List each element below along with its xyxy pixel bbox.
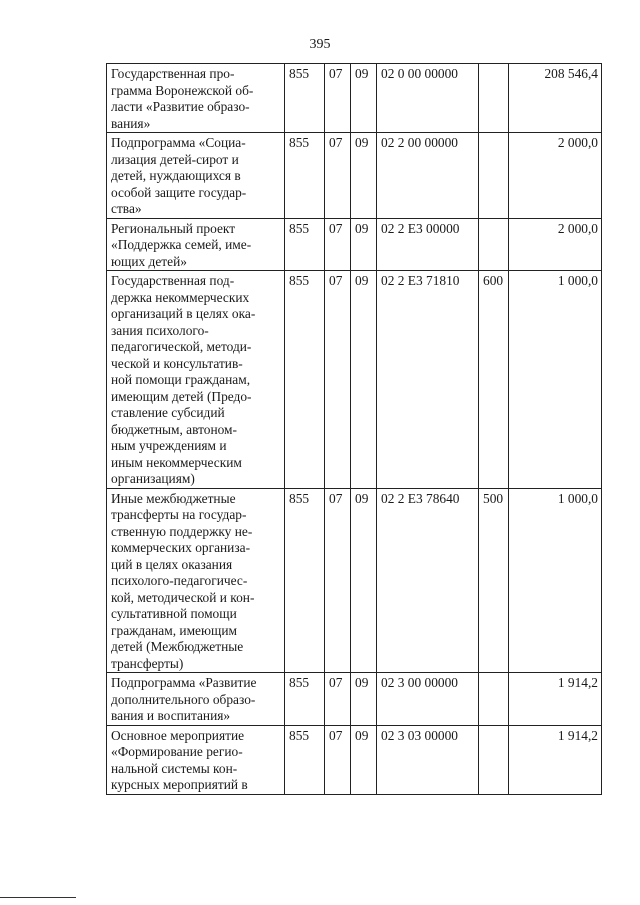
amount-value: 1 914,2: [509, 673, 602, 726]
section-code: 07: [325, 64, 351, 133]
item-name: Иные межбюджетные трансферты на государ- ственную поддержку не- коммерческих организа- ций в целях оказания психолого-педагогичес- кой, методической и кон- сультативной помощи гражданам, имеющим детей (Межбюджетные трансферты): [107, 488, 285, 673]
expense-type-code: [479, 64, 509, 133]
section-code: 07: [325, 271, 351, 489]
expense-type-code: 500: [479, 488, 509, 673]
amount-value: 1 914,2: [509, 725, 602, 794]
target-article-code: 02 0 00 00000: [377, 64, 479, 133]
item-name: Подпрограмма «Развитие дополнительного образо- вания и воспитания»: [107, 673, 285, 726]
expense-type-code: [479, 218, 509, 271]
ministry-code: 855: [285, 218, 325, 271]
table-row: [107, 133, 602, 219]
section-code: 07: [325, 488, 351, 673]
subsection-code: 09: [351, 271, 377, 489]
target-article-code: 02 2 E3 71810: [377, 271, 479, 489]
item-name: Региональный проект «Поддержка семей, име- ющих детей»: [107, 218, 285, 271]
budget-table-body: [107, 64, 602, 795]
section-code: 07: [325, 133, 351, 219]
table-row: [107, 64, 602, 133]
target-article-code: 02 2 E3 78640: [377, 488, 479, 673]
amount-value: 2 000,0: [509, 218, 602, 271]
table-row: [107, 673, 602, 726]
table-row: [107, 725, 602, 794]
item-name: Государственная про- грамма Воронежской об- ласти «Развитие образо- вания»: [107, 64, 285, 133]
ministry-code: 855: [285, 488, 325, 673]
target-article-code: 02 3 00 00000: [377, 673, 479, 726]
target-article-code: 02 2 00 00000: [377, 133, 479, 219]
subsection-code: 09: [351, 64, 377, 133]
ministry-code: 855: [285, 673, 325, 726]
section-code: 07: [325, 725, 351, 794]
amount-value: 1 000,0: [509, 271, 602, 489]
target-article-code: 02 2 E3 00000: [377, 218, 479, 271]
table-row: [107, 271, 602, 489]
amount-value: 2 000,0: [509, 133, 602, 219]
amount-value: 208 546,4: [509, 64, 602, 133]
page-number: 395: [309, 37, 331, 52]
section-code: 07: [325, 673, 351, 726]
item-name: Подпрограмма «Социа- лизация детей-сирот и детей, нуждающихся в особой защите государ- ства»: [107, 133, 285, 219]
amount-value: 1 000,0: [509, 488, 602, 673]
section-code: 07: [325, 218, 351, 271]
table-row: [107, 488, 602, 673]
subsection-code: 09: [351, 673, 377, 726]
expense-type-code: [479, 673, 509, 726]
ministry-code: 855: [285, 725, 325, 794]
expense-type-code: [479, 725, 509, 794]
subsection-code: 09: [351, 218, 377, 271]
subsection-code: 09: [351, 133, 377, 219]
target-article-code: 02 3 03 00000: [377, 725, 479, 794]
item-name: Государственная под- держка некоммерческих организаций в целях ока- зания психолого- педагогической, методи- ческой и консультатив- ной помощи гражданам, имеющим детей (Предо- ставление субсидий бюджетным, автоном- ным учреждениям и иным некоммерческим организациям): [107, 271, 285, 489]
table-row: [107, 218, 602, 271]
subsection-code: 09: [351, 488, 377, 673]
subsection-code: 09: [351, 725, 377, 794]
ministry-code: 855: [285, 271, 325, 489]
expense-type-code: [479, 133, 509, 219]
footnote-rule: [0, 897, 76, 898]
item-name: Основное мероприятие «Формирование регио- нальной системы кон- курсных мероприятий в: [107, 725, 285, 794]
expense-type-code: 600: [479, 271, 509, 489]
budget-table: [106, 63, 602, 795]
ministry-code: 855: [285, 133, 325, 219]
ministry-code: 855: [285, 64, 325, 133]
